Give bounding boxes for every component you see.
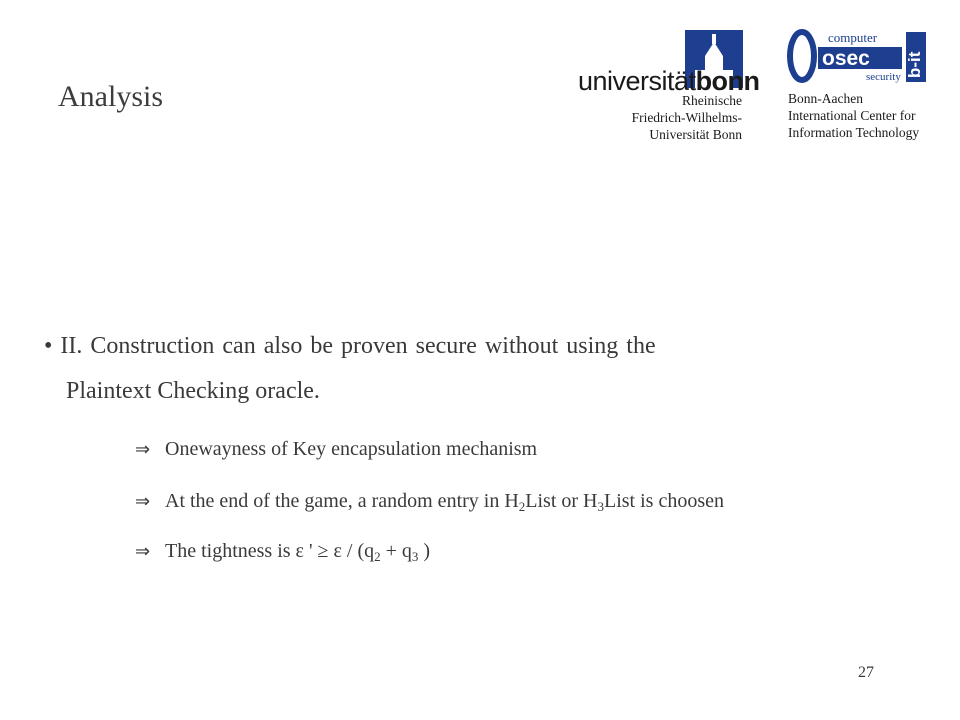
bullet-line-2: Plaintext Checking oracle. [66,378,320,404]
university-bonn-logo [578,30,760,145]
subpoint-onewayness: ⇒ Onewayness of Key encapsulation mechanism [135,438,538,460]
subpoint-random-entry: ⇒ At the end of the game, a random entry in $H_2List$ or $H_3List$ is choosen [135,490,724,514]
svg-text:b-it: b-it [905,51,924,78]
bonn-subtitle: Rheinische Friedrich-Wilhelms- Universität Bonn [631,93,742,142]
bullet-marker: • [44,333,53,359]
cosec-subtitle: Bonn-Aachen International Center for Information Technology [788,91,920,140]
bullet-text-1: II. Construction can also be proven secure without using the [60,333,656,359]
cosec-emblem-icon [786,28,932,88]
slide-title: Analysis [58,80,163,113]
svg-text:security: security [866,71,901,83]
cosec-logo [786,28,946,146]
subpoint-tightness: ⇒ The tightness is ε ' ≥ $\varepsilon / (q_2 + q_3$ ) [135,540,431,564]
svg-text:computer: computer [828,30,878,45]
implies-arrow-icon: ⇒ [135,439,151,460]
page-number: 27 [858,664,874,681]
svg-text:osec: osec [822,47,870,70]
bonn-wordmark: universitätbonn [578,66,760,96]
implies-arrow-icon: ⇒ [135,491,151,512]
implies-arrow-icon: ⇒ [135,541,151,562]
